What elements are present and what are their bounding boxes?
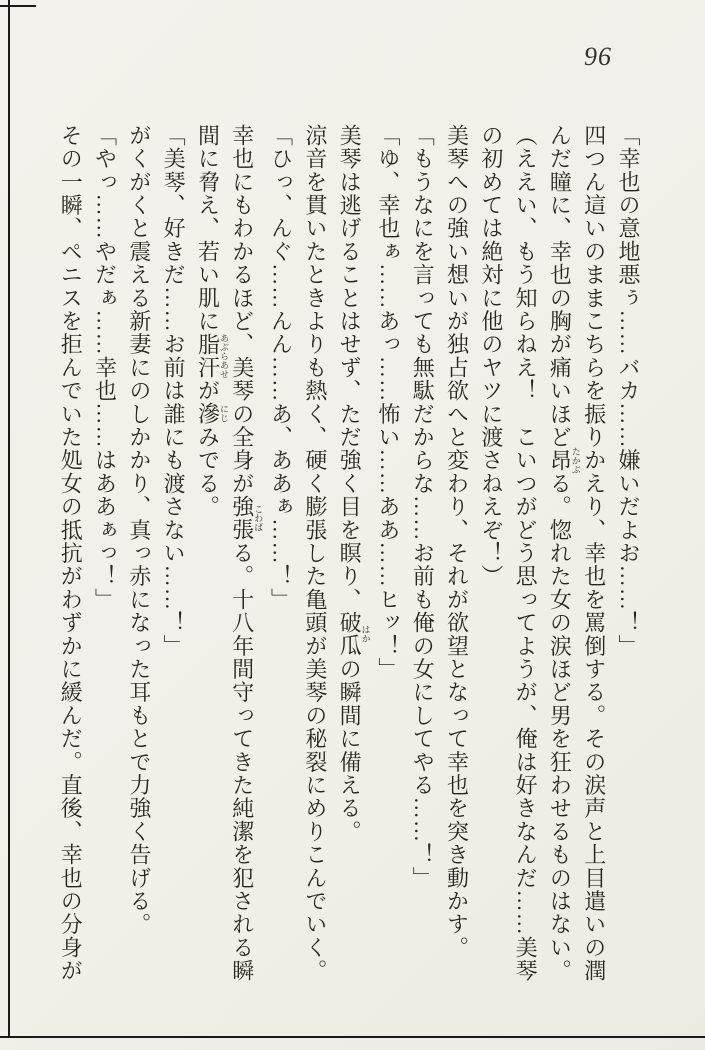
paragraph: （ええい、もう知らねえ！ こいつがどう思ってようが、俺は好きなんだ……美琴の初めては絶対に他のヤツに渡さねえぞ！） [478, 124, 539, 983]
scan-frame-top-line [0, 5, 36, 7]
paragraph: がくがくと震える新妻にのしかかり、真っ赤になった耳もとで力強く告げる。 [126, 124, 152, 936]
paragraph: 美琴への強い想いが独占欲へと変わり、それが欲望となって幸也を突き動かす。 [444, 124, 470, 960]
paragraph: 「幸也の意地悪ぅ……バカ……嫌いだよお……！」 [616, 124, 641, 658]
paragraph: 四つん這いのままこちらを振りかえり、幸也を罵倒する。その涙声と上目遣いの潤んだ瞳に、幸也の胸が痛いほど昂たかぶる。惚れた女の涙ほど男を狂わせるものはない。 [547, 124, 607, 983]
paragraph: その一瞬、ペニスを拒んでいた処女の抵抗がわずかに緩んだ。直後、幸也の分身が [58, 124, 84, 983]
scan-frame-bottom-line [0, 1036, 705, 1038]
paragraph: 「やっ……やだぁ……幸也……はああぁっ！」 [92, 124, 118, 612]
paragraph: 涼音を貫いたときよりも熱く、硬く膨張した亀頭が美琴の秘裂にめりこんでいく。 [302, 124, 328, 983]
text-block [53, 124, 645, 996]
paragraph: 「ゆ、幸也ぁ……あっ……怖い……ああ……ヒッ！」 [375, 124, 401, 681]
paragraph: 「もうなにを言っても無駄だからな……お前も俺の女にしてやる……！」 [410, 124, 436, 890]
paragraph: 幸也にもわかるほど、美琴の全身が強張こわばる。十八年間守ってきた純潔を犯される瞬間に脅え、若い肌に脂汗あぶらあせが滲にじみでる。 [195, 124, 264, 983]
page-number: 96 [584, 42, 612, 71]
scan-frame-left-line [8, 0, 10, 1038]
paragraph: 「美琴、好きだ……お前は誰にも渡さない……！」 [161, 124, 187, 658]
paragraph: 「ひっ、んぐ……んん……あ、ああぁ……！」 [268, 124, 294, 612]
paragraph: 美琴は逃げることはせず、ただ強く目を瞑り、破瓜はかの瞬間に備える。 [337, 124, 371, 844]
